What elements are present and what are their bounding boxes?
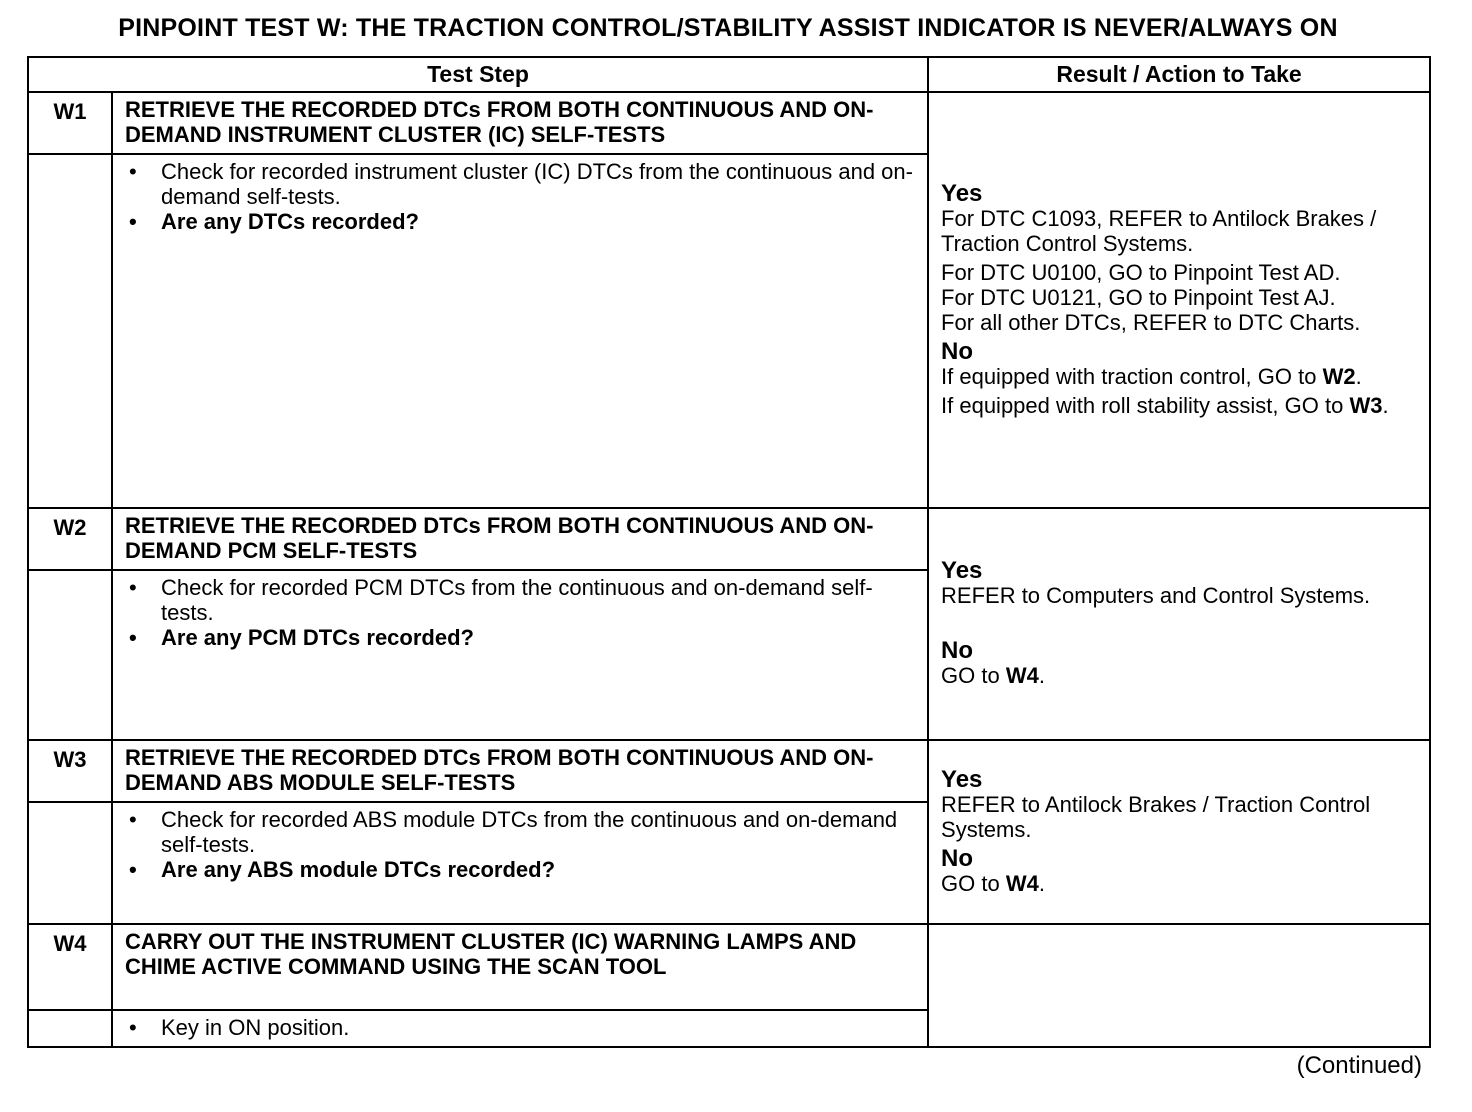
result-line: For DTC U0100, GO to Pinpoint Test AD. [941,259,1341,285]
step-bullet-list [125,807,915,882]
result-text: If equipped with roll stability assist, GO to [941,392,1344,418]
bullet-icon: • [129,625,137,650]
id-spacer [28,1010,112,1047]
result-line: If equipped with traction control, GO to W2. [941,363,1362,389]
bullet-icon: • [129,575,137,600]
step-w3-heading-row [28,740,1430,802]
page-title: PINPOINT TEST W: THE TRACTION CONTROL/STABILITY ASSIST INDICATOR IS NEVER/ALWAYS ON [118,14,1338,42]
step-reference-link[interactable]: W2 [1322,363,1356,389]
id-spacer [28,802,112,924]
step-bullet-list [125,159,915,234]
no-label: No [941,844,974,872]
step-w4-heading-row [28,924,1430,1010]
yes-label: Yes [941,557,983,584]
step-body [112,802,928,924]
list-item [125,159,915,209]
list-item [125,857,915,882]
step-id: W2 [28,508,112,570]
bullet-icon: • [129,209,137,234]
result-line: REFER to Antilock Brakes / Traction Control Systems. [941,791,1371,842]
step-body [112,570,928,740]
step-w3-result [928,740,1430,924]
result-text: GO to [941,870,1000,896]
step-heading: RETRIEVE THE RECORDED DTCs FROM BOTH CONTINUOUS AND ON-DEMAND ABS MODULE SELF-TESTS [112,740,928,802]
list-item-text: Check for recorded instrument cluster (IC) DTCs from the continuous and on-demand self-tests. [161,159,913,209]
list-item-text: Are any DTCs recorded? [161,209,419,234]
step-w1-result [928,92,1430,508]
step-heading: RETRIEVE THE RECORDED DTCs FROM BOTH CONTINUOUS AND ON-DEMAND INSTRUMENT CLUSTER (IC) SELF-TESTS [112,92,928,154]
step-bullet-list [125,575,915,650]
column-header-test-step: Test Step [28,57,928,92]
step-w2-result [928,508,1430,740]
pinpoint-test-table [27,56,1431,1048]
result-line: GO to W4. [941,870,1045,896]
result-line: For DTC U0121, GO to Pinpoint Test AJ. [941,284,1336,310]
result-line: For DTC C1093, REFER to Antilock Brakes / Traction Control Systems. [941,205,1377,256]
list-item-text: Are any ABS module DTCs recorded? [161,857,556,882]
result-line: For all other DTCs, REFER to DTC Charts. [941,309,1361,335]
column-header-result: Result / Action to Take [928,57,1430,92]
result-text: GO to [941,663,1000,688]
step-w4-result [928,924,1430,1047]
bullet-icon: • [129,159,137,184]
step-heading: CARRY OUT THE INSTRUMENT CLUSTER (IC) WARNING LAMPS AND CHIME ACTIVE COMMAND USING THE SCAN TOOL [112,924,928,1010]
bullet-icon: • [129,1015,137,1040]
no-label: No [941,337,974,365]
list-item-text: Check for recorded ABS module DTCs from the continuous and on-demand self-tests. [161,807,898,857]
step-reference-link[interactable]: W4 [1005,870,1039,896]
id-spacer [28,154,112,508]
id-spacer [28,570,112,740]
list-item [125,807,915,857]
list-item [125,575,915,625]
result-line: GO to W4. [941,663,1045,688]
list-item-text: Check for recorded PCM DTCs from the continuous and on-demand self-tests. [161,575,873,625]
result-text: If equipped with traction control, GO to [941,363,1317,389]
result-line: If equipped with roll stability assist, GO to W3. [941,392,1389,418]
step-id: W3 [28,740,112,802]
list-item [125,209,915,234]
result-line: REFER to Computers and Control Systems. [941,583,1371,608]
list-item-text: Key in ON position. [161,1015,350,1040]
step-reference-link[interactable]: W3 [1349,392,1383,418]
step-w2-heading-row [28,508,1430,570]
step-reference-link[interactable]: W4 [1005,663,1039,688]
list-item-text: Are any PCM DTCs recorded? [161,625,474,650]
step-body [112,1010,928,1047]
list-item [125,1015,915,1040]
step-id: W1 [28,92,112,154]
bullet-icon: • [129,807,137,832]
step-id: W4 [28,924,112,1010]
continued-label: (Continued) [1296,1052,1422,1079]
step-body [112,154,928,508]
no-label: No [941,637,974,664]
step-bullet-list [125,1015,915,1040]
step-w1-heading-row [28,92,1430,154]
table-header-row [28,57,1430,92]
yes-label: Yes [941,179,983,207]
bullet-icon: • [129,857,137,882]
step-heading: RETRIEVE THE RECORDED DTCs FROM BOTH CONTINUOUS AND ON-DEMAND PCM SELF-TESTS [112,508,928,570]
yes-label: Yes [941,765,983,793]
list-item [125,625,915,650]
